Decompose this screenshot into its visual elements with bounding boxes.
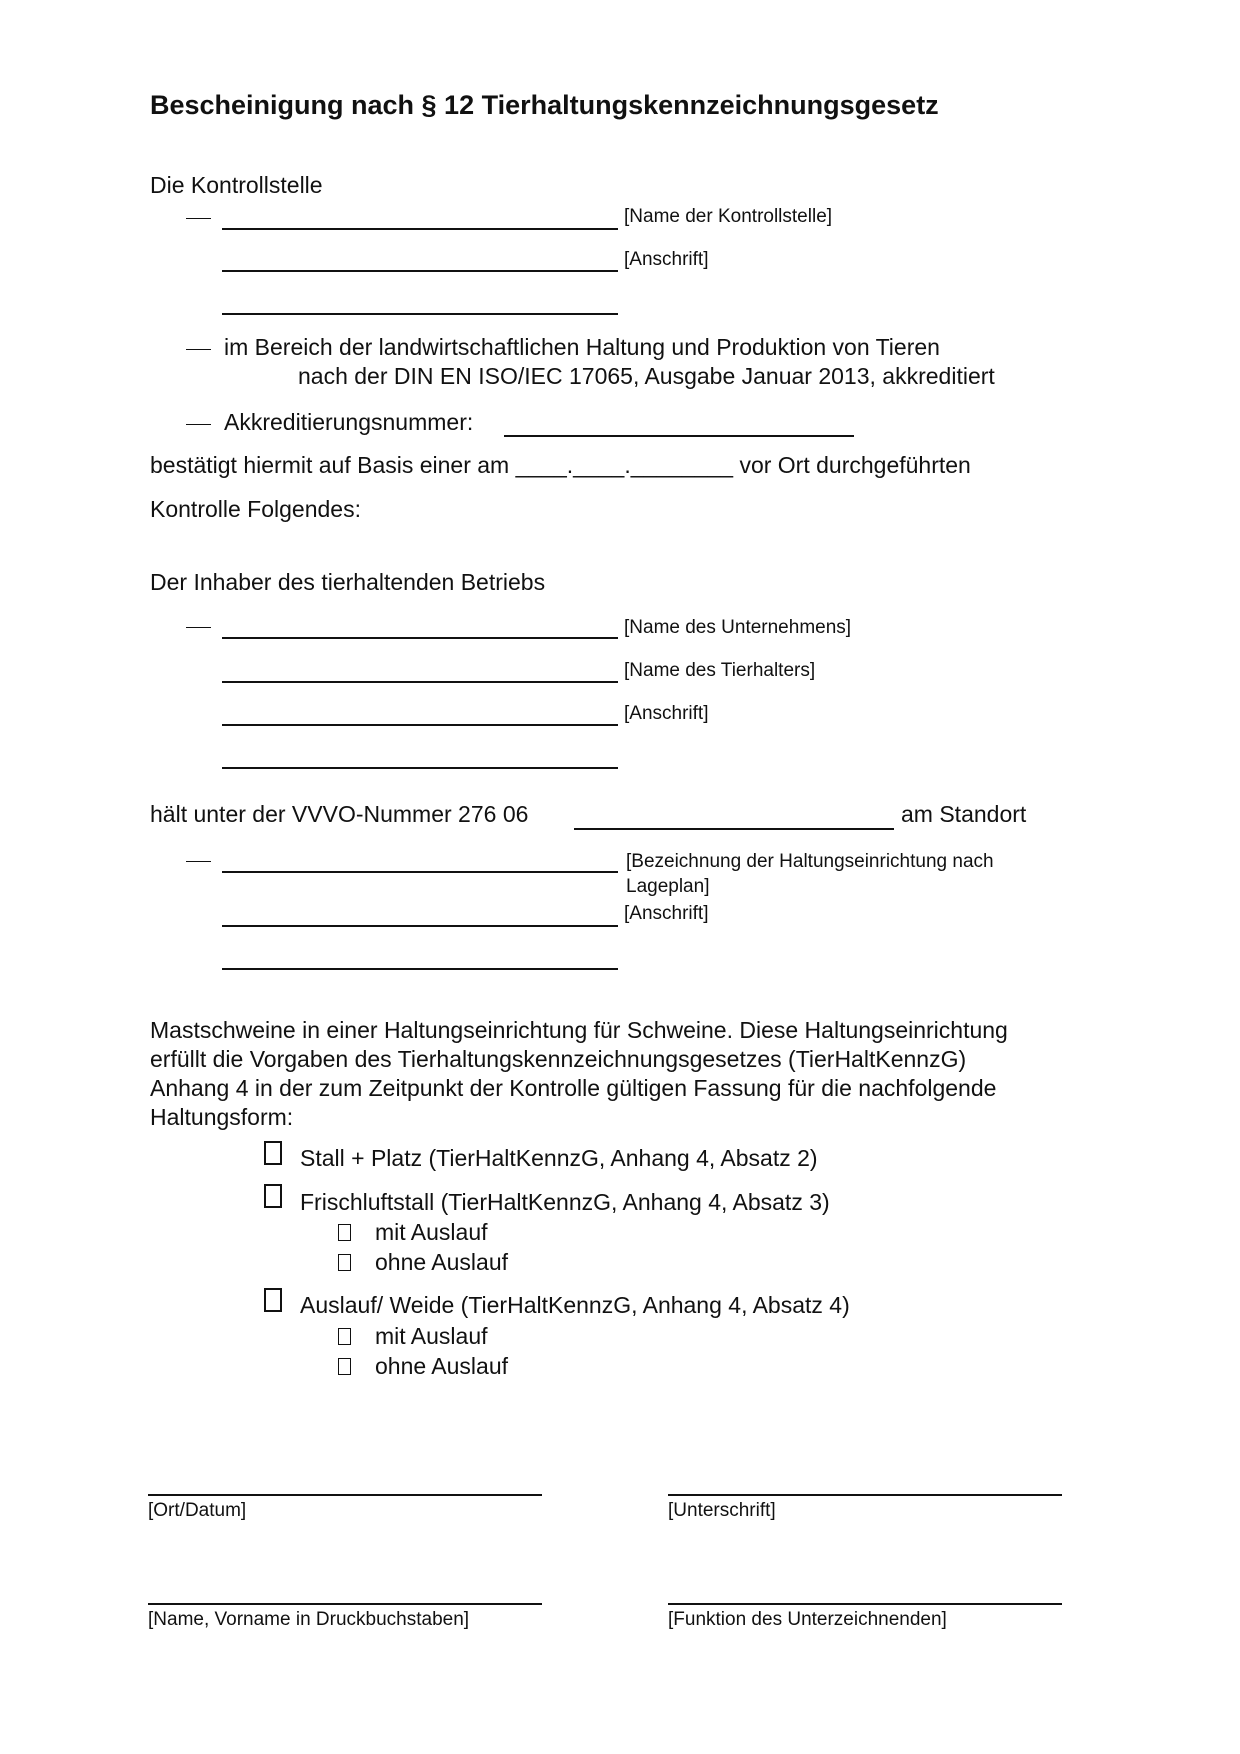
vvvo-prefix: hält unter der VVVO-Nummer 276 06 [150,801,529,827]
vvvo-suffix: am Standort [901,801,1027,827]
list-dash [186,218,211,219]
place-date-label: [Ort/Datum] [148,1500,247,1521]
paragraph-line: Anhang 4 in der zum Zeitpunkt der Kontrolle gültigen Fassung für die nachfolgende [150,1075,997,1101]
owner-heading: Der Inhaber des tierhaltenden Betriebs [150,569,546,595]
control-body-address-field[interactable] [222,270,618,272]
list-dash [186,424,211,425]
auslauf-weide-mit-auslauf-label: mit Auslauf [375,1323,488,1349]
accreditation-line-1: im Bereich der landwirtschaftlichen Haltung und Produktion von Tieren [224,334,940,360]
confirmation-suffix: vor Ort durchgeführten [739,452,971,478]
signature-label: [Unterschrift] [668,1500,776,1521]
accreditation-number-label: Akkreditierungsnummer: [224,409,474,435]
accreditation-line-2: nach der DIN EN ISO/IEC 17065, Ausgabe Januar 2013, akkreditiert [298,363,995,389]
vvvo-number-field[interactable] [574,828,894,830]
signer-function-field[interactable] [668,1603,1062,1605]
facility-name-field[interactable] [222,871,618,873]
auslauf-weide-label: Auslauf/ Weide (TierHaltKennzG, Anhang 4, Absatz 4) [300,1292,850,1318]
accreditation-number-field[interactable] [504,435,854,437]
facility-address-field-2[interactable] [222,968,618,970]
control-body-heading: Die Kontrollstelle [150,172,323,198]
frischluftstall-checkbox[interactable] [264,1184,282,1208]
page-title: Bescheinigung nach § 12 Tierhaltungskennzeichnungsgesetz [150,90,939,120]
frischluftstall-ohne-auslauf-checkbox[interactable] [338,1254,351,1271]
paragraph-line: erfüllt die Vorgaben des Tierhaltungskennzeichnungsgesetzes (TierHaltKennzG) [150,1046,967,1072]
company-name-label: [Name des Unternehmens] [624,617,852,638]
confirmation-line [150,452,971,479]
place-date-field[interactable] [148,1494,542,1496]
facility-name-label-1: [Bezeichnung der Haltungseinrichtung nach [626,851,994,872]
list-dash [186,349,211,350]
stall-platz-label: Stall + Platz (TierHaltKennzG, Anhang 4, Absatz 2) [300,1145,818,1171]
facility-address-field[interactable] [222,925,618,927]
printed-name-label: [Name, Vorname in Druckbuchstaben] [148,1609,470,1630]
confirmation-prefix: bestätigt hiermit auf Basis einer am [150,452,510,478]
control-body-address-label: [Anschrift] [624,249,709,270]
control-body-name-label: [Name der Kontrollstelle] [624,206,833,227]
stall-platz-checkbox[interactable] [264,1141,282,1165]
facility-name-label-2: Lageplan] [626,876,710,897]
owner-address-field[interactable] [222,724,618,726]
printed-name-field[interactable] [148,1603,542,1605]
auslauf-weide-mit-auslauf-checkbox[interactable] [338,1328,351,1345]
list-dash [186,861,211,862]
paragraph-line: Haltungsform: [150,1104,294,1130]
control-body-name-field[interactable] [222,228,618,230]
list-dash [186,627,211,628]
signature-field[interactable] [668,1494,1062,1496]
frischluftstall-mit-auslauf-checkbox[interactable] [338,1224,351,1241]
auslauf-weide-checkbox[interactable] [264,1288,282,1312]
owner-address-field-2[interactable] [222,767,618,769]
auslauf-weide-ohne-auslauf-label: ohne Auslauf [375,1353,509,1379]
signer-function-label: [Funktion des Unterzeichnenden] [668,1609,947,1630]
frischluftstall-ohne-auslauf-label: ohne Auslauf [375,1249,509,1275]
animal-keeper-name-field[interactable] [222,681,618,683]
owner-address-label: [Anschrift] [624,703,709,724]
frischluftstall-mit-auslauf-label: mit Auslauf [375,1219,488,1245]
facility-address-label: [Anschrift] [624,903,709,924]
frischluftstall-label: Frischluftstall (TierHaltKennzG, Anhang 4, Absatz 3) [300,1189,830,1215]
auslauf-weide-ohne-auslauf-checkbox[interactable] [338,1358,351,1375]
company-name-field[interactable] [222,637,618,639]
paragraph-line: Mastschweine in einer Haltungseinrichtung für Schweine. Diese Haltungseinrichtung [150,1017,1008,1043]
animal-keeper-name-label: [Name des Tierhalters] [624,660,816,681]
control-body-address-field-2[interactable] [222,313,618,315]
inspection-date-field[interactable]: ____.____.________ [515,452,734,478]
confirmation-line-2: Kontrolle Folgendes: [150,496,361,522]
